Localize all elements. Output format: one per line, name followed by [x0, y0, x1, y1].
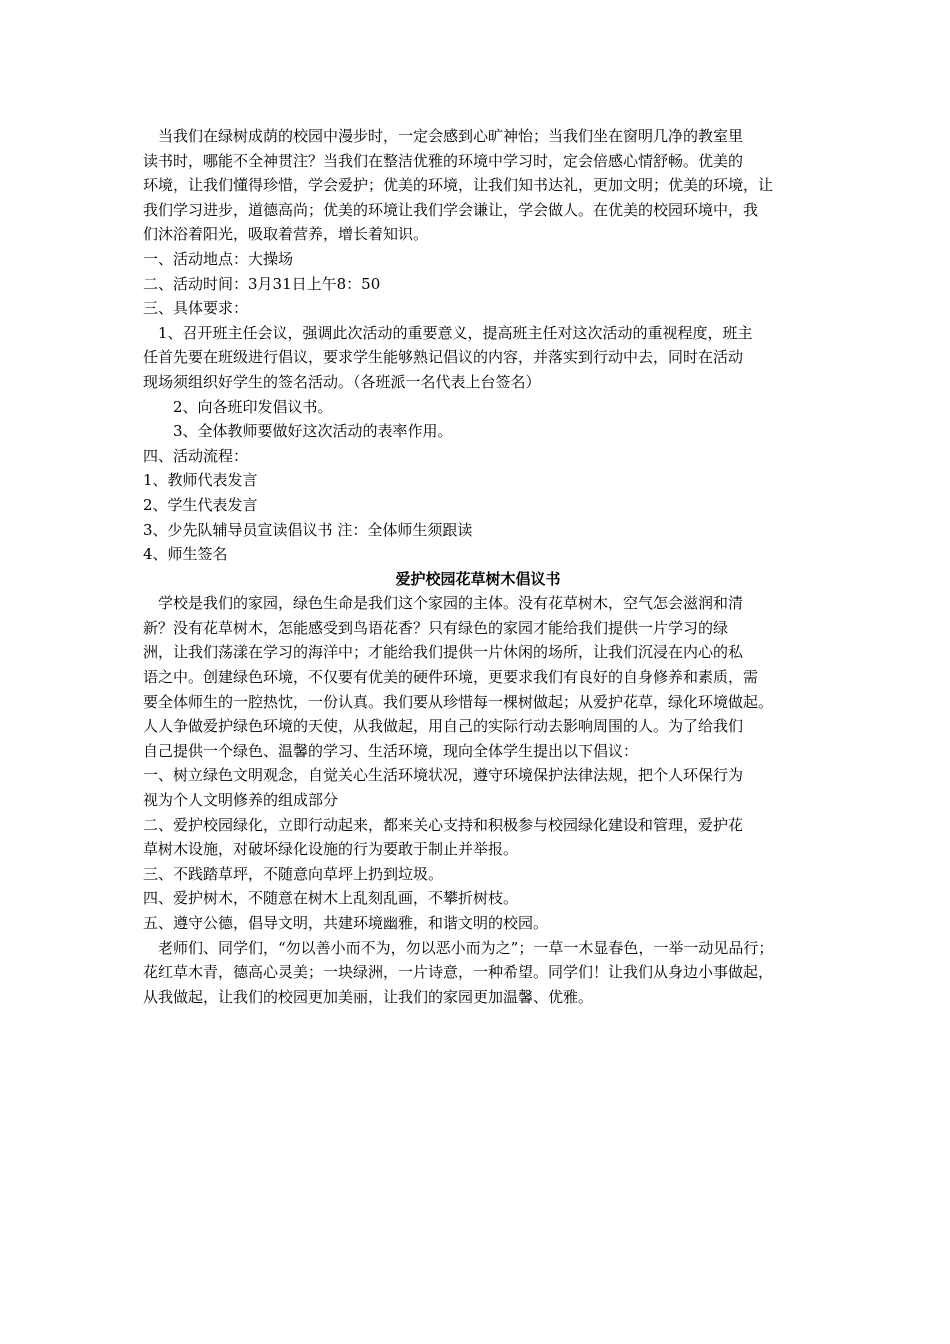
- proposal-item-3: 三、不践踏草坪，不随意向草坪上扔到垃圾。: [143, 864, 444, 883]
- closing-line-2: 花红草木青，德高心灵美；一块绿洲，一片诗意，一种希望。同学们！让我们从身边小事做起，: [143, 963, 774, 982]
- proposal-title: 爱护校园花草树木倡议书: [395, 569, 561, 588]
- proposal-line-1: 学校是我们的家园，绿色生命是我们这个家园的主体。没有花草树木，空气怎会滋润和清: [143, 594, 744, 613]
- requirement-1-line-2: 任首先要在班级进行倡议，要求学生能够熟记倡议的内容，并落实到行动中去，同时在活动: [143, 348, 744, 367]
- process-step-3: 3、少先队辅导员宣读倡议书 注：全体师生须跟读: [143, 520, 473, 539]
- proposal-section: [143, 591, 813, 1009]
- proposal-line-6: 人人争做爱护绿色环境的天使，从我做起，用自己的实际行动去影响周围的人。为了给我们: [143, 717, 744, 736]
- proposal-item-5: 五、遵守公德，倡导文明，共建环境幽雅，和谐文明的校园。: [143, 914, 549, 932]
- intro-line-2: 读书时，哪能不全神贯注？当我们在整洁优雅的环境中学习时，定会倍感心情舒畅。优美的: [143, 151, 744, 170]
- intro-line-1: 当我们在绿树成荫的校园中漫步时，一定会感到心旷神怡；当我们坐在窗明几净的教室里: [143, 127, 744, 145]
- requirement-1-line-1: 1、召开班主任会议，强调此次活动的重要意义，提高班主任对这次活动的重视程度，班主: [143, 323, 753, 342]
- process-step-4: 4、师生签名: [143, 545, 228, 564]
- process-heading: 四、活动流程：: [143, 446, 249, 465]
- proposal-line-3: 洲，让我们荡漾在学习的海洋中；才能给我们提供一片休闲的场所，让我们沉浸在内心的私: [143, 643, 744, 662]
- activity-time: 二、活动时间：3月31日上午8：50: [143, 274, 381, 293]
- requirement-2: 2、向各班印发倡议书。: [143, 397, 333, 416]
- requirements-heading: 三、具体要求：: [143, 299, 249, 318]
- intro-line-5: 们沐浴着阳光，吸取着营养，增长着知识。: [143, 225, 429, 244]
- closing-line-1: 老师们、同学们，“勿以善小而不为，勿以恶小而为之”；一草一木显春色，一举一动见品行；: [143, 938, 774, 957]
- closing-line-3: 从我做起，让我们的校园更加美丽，让我们的家园更加温馨、优雅。: [143, 987, 594, 1006]
- activity-location: 一、活动地点：大操场: [143, 249, 294, 268]
- proposal-item-2-line-2: 草树木设施，对破坏绿化设施的行为要敢于制止并举报。: [143, 840, 519, 859]
- proposal-item-2-line-1: 二、爱护校园绿化，立即行动起来，都来关心支持和积极参与校园绿化建设和管理，爱护花: [143, 815, 744, 834]
- proposal-item-1-line-2: 视为个人文明修养的组成部分: [143, 791, 339, 810]
- requirement-3: 3、全体教师要做好这次活动的表率作用。: [143, 422, 453, 441]
- document-page: [143, 124, 813, 1009]
- plan-section: [143, 124, 813, 567]
- proposal-item-1-line-1: 一、树立绿色文明观念，自觉关心生活环境状况，遵守环境保护法律法规，把个人环保行为: [143, 766, 744, 785]
- process-step-1: 1、教师代表发言: [143, 471, 258, 490]
- proposal-item-4: 四、爱护树木，不随意在树木上乱刻乱画，不攀折树枝。: [143, 889, 519, 908]
- process-step-2: 2、学生代表发言: [143, 495, 258, 514]
- proposal-line-2: 新？没有花草树木，怎能感受到鸟语花香？只有绿色的家园才能给我们提供一片学习的绿: [143, 618, 729, 637]
- requirement-1-line-3: 现场须组织好学生的签名活动。（各班派一名代表上台签名）: [143, 372, 541, 391]
- proposal-line-7: 自己提供一个绿色、温馨的学习、生活环境，现向全体学生提出以下倡议：: [143, 741, 639, 760]
- intro-line-3: 环境，让我们懂得珍惜，学会爱护；优美的环境，让我们知书达礼，更加文明；优美的环境，让: [143, 176, 774, 195]
- proposal-line-4: 语之中。创建绿色环境，不仅要有优美的硬件环境，更要求我们有良好的自身修养和素质，需: [143, 668, 759, 687]
- intro-line-4: 我们学习进步，道德高尚；优美的环境让我们学会谦让，学会做人。在优美的校园环境中，我: [143, 200, 759, 219]
- proposal-line-5: 要全体师生的一腔热忱，一份认真。我们要从珍惜每一棵树做起；从爱护花草，绿化环境做起。: [143, 692, 774, 711]
